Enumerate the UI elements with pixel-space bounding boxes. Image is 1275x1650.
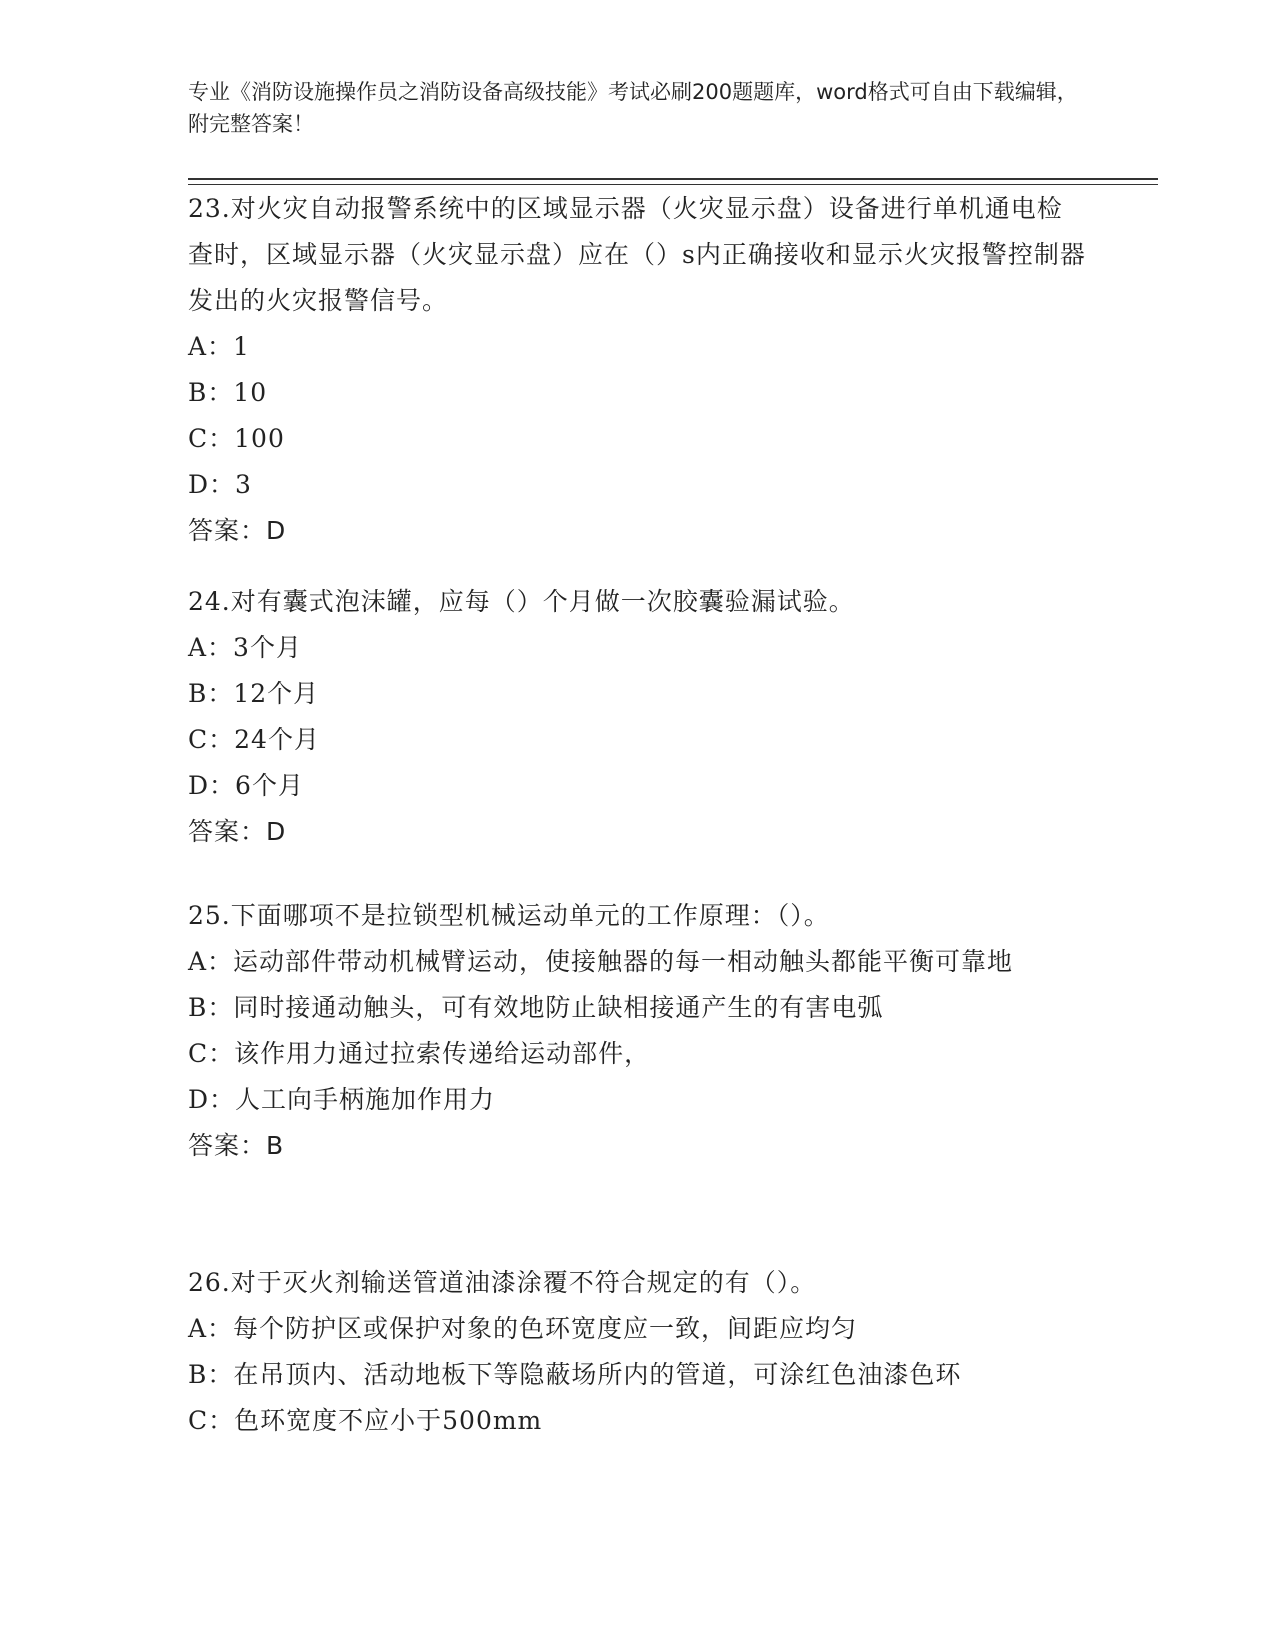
answer-text: 答案：D	[188, 516, 287, 545]
question-stem: 26.对于灭火剂输送管道油漆涂覆不符合规定的有（）。	[188, 1268, 817, 1297]
question-24	[188, 579, 1088, 855]
option-b: B：在吊顶内、活动地板下等隐蔽场所内的管道，可涂红色油漆色环	[188, 1360, 962, 1389]
option-b: B：12个月	[188, 679, 320, 708]
document-header: 专业《消防设施操作员之消防设备高级技能》考试必刷200题题库，word格式可自由下载编辑，附完整答案！	[188, 80, 1078, 136]
question-stem: 23.对火灾自动报警系统中的区域显示器（火灾显示盘）设备进行单机通电检查时，区域显示器（火灾显示盘）应在（）s内正确接收和显示火灾报警控制器发出的火灾报警信号。	[188, 194, 1086, 315]
header-divider-thin	[188, 184, 1158, 185]
question-stem: 24.对有囊式泡沫罐，应每（）个月做一次胶囊验漏试验。	[188, 587, 855, 616]
option-a: A：1	[188, 332, 250, 361]
option-c: C：色环宽度不应小于500mm	[188, 1406, 543, 1435]
option-b: B：10	[188, 378, 268, 407]
question-23	[188, 186, 1088, 554]
header-divider	[188, 178, 1158, 180]
answer-text: 答案：D	[188, 817, 287, 846]
option-c: C：24个月	[188, 725, 320, 754]
option-b: B：同时接通动触头，可有效地防止缺相接通产生的有害电弧	[188, 993, 884, 1022]
answer-text: 答案：B	[188, 1131, 285, 1160]
option-a: A：运动部件带动机械臂运动，使接触器的每一相动触头都能平衡可靠地	[188, 947, 1014, 976]
question-stem: 25.下面哪项不是拉锁型机械运动单元的工作原理：（）。	[188, 901, 830, 930]
option-c: C：该作用力通过拉索传递给运动部件，	[188, 1039, 651, 1068]
option-a: A：3个月	[188, 633, 302, 662]
option-d: D：人工向手柄施加作用力	[188, 1085, 496, 1114]
option-d: D：6个月	[188, 771, 304, 800]
question-26	[188, 1260, 1088, 1444]
option-a: A：每个防护区或保护对象的色环宽度应一致，间距应均匀	[188, 1314, 858, 1343]
option-c: C：100	[188, 424, 285, 453]
question-25	[188, 893, 1088, 1169]
option-d: D：3	[188, 470, 252, 499]
